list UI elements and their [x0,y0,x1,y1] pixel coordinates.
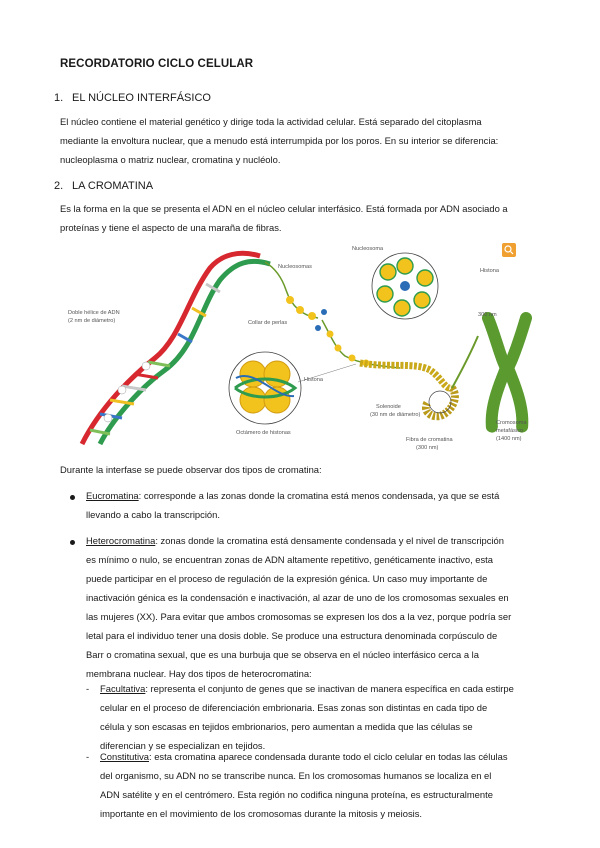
sub-constitutiva [100,747,542,823]
section2-line: proteínas y tiene el aspecto de una maraña de fibras. [60,222,282,233]
section1-heading-text: EL NÚCLEO INTERFÁSICO [72,92,211,104]
nucleosome-beads [286,296,327,331]
section1-heading [54,92,211,104]
label-octamer: Octámero de histonas [236,430,291,436]
term-eucromatina: Eucromatina [86,490,139,501]
label-histona-top: Histona [480,268,499,274]
solenoid-zoom-circle [429,391,451,413]
bullet-dot [70,495,75,500]
bullet2-text: : zonas donde la cromatina está densamente condensada y el nivel de transcripción [155,535,504,546]
label-solenoid-2: (30 nm de diámetro) [370,412,421,418]
bullet2-line: las mujeres (XX). Para evitar que ambos cromosomas se expresen los dos a la vez, porque podría ser [86,611,512,622]
label-chrom-1: Cromosoma [496,420,527,426]
sub2-line: del organismo, su ADN no se transcribe nunca. En los cromosomas humanos se localiza en el [100,770,492,781]
interfase-intro: Durante la interfase se puede observar dos tipos de cromatina: [60,464,322,475]
chromatin-figure [60,238,540,458]
label-histona-mid: Histona [304,377,323,383]
label-collar: Collar de perlas [248,320,288,326]
section1-number: 1. [54,92,64,104]
sub1-line: celular en el proceso de diferenciación embrionaria. Esas zonas son distintas en cada tipo de [100,702,488,713]
label-300nm: 300 nm [478,312,497,318]
section2-line: Es la forma en la que se presenta el ADN en el núcleo celular interfásico. Está formada por ADN asociado a [60,203,508,214]
label-solenoid-1: Solenoide [376,404,401,410]
section2-heading-text: LA CROMATINA [72,180,154,192]
label-chrom-3: (1400 nm) [496,436,522,442]
section2-heading [54,180,153,192]
label-nucleosoma: Nucleosoma [352,246,384,252]
zoom-icon[interactable] [502,243,516,257]
term-facultativa: Facultativa [100,683,146,694]
label-helix-1: Doble hélice de ADN [68,310,120,316]
solenoid-fiber [360,363,452,388]
octamer-zoom-circle [229,352,301,424]
bullet2-line: Barr o cromatina sexual, que es una burbuja que se observa en el núcleo interfásico cerca a la [86,649,479,660]
label-fiber-2: (300 nm) [416,445,439,451]
section1-paragraph [60,112,542,169]
chromatin-illustration [60,238,540,458]
bullet-eucromatina [86,486,542,524]
bullet1-text: : corresponde a las zonas donde la cromatina está menos condensada, ya que se está [138,490,500,501]
dna-linker [265,262,318,318]
label-chrom-2: metafásico [496,428,524,434]
chromatin-fiber-loop [426,388,455,416]
metaphase-chromosome [488,318,526,428]
bullet2-line: puede participar en el proceso de regulación de la expresión génica. Un caso muy importante de [86,573,488,584]
section2-paragraph [60,199,542,237]
section2-number: 2. [54,180,64,192]
fiber-to-chromosome [452,336,478,388]
bullet-dot [70,540,75,545]
sub2-line: importante en el movimiento de los cromosomas durante la mitosis y meiosis. [100,808,423,819]
label-helix-2: (2 nm de diámetro) [68,318,116,324]
sub2-line: ADN satélite y en el centrómero. Esta región no codifica ninguna proteína, es estructuralmente [100,789,493,800]
bullet2-line: inactivación génica es la condensación e inactivación, al azar de uno de los cromosomas sexuales en [86,592,509,603]
bullet2-line: membrana nuclear. Hay dos tipos de heterocromatina: [86,668,312,679]
section1-line: mediante la envoltura nuclear, que a menudo está interrumpida por los poros. En su interior se diferencia: [60,135,499,146]
document-title: RECORDATORIO CICLO CELULAR [60,58,254,70]
section1-line: nucleoplasma o matriz nuclear, cromatina y nucléolo. [60,154,281,165]
label-fiber-1: Fibra de cromatina [406,437,453,443]
sub1-line: célula y son escasas en tejidos embrionarios, pero aumentan a medida que las células se [100,721,473,732]
sub2-text: : esta cromatina aparece condensada durante todo el ciclo celular en todas las células [148,751,508,762]
label-nucleosomas: Nucleosomas [278,264,312,270]
bullet2-line: es mínimo o nulo, se encuentran zonas de ADN altamente repetitivo, genéticamente inactivo, esta [86,554,494,565]
bullet2-line: letal para el individuo tener una dosis doble. Se produce una estructura denominada corpúsculo de [86,630,498,641]
dash-marker: - [86,751,90,762]
dash-marker: - [86,683,90,694]
sub1-text: : representa el conjunto de genes que se inactivan de manera específica en cada estirpe [145,683,514,694]
section1-line: El núcleo contiene el material genético y dirige toda la actividad celular. Está separado del citoplasma [60,116,482,127]
sub-facultativa [100,679,542,755]
bullet-heterocromatina [86,531,542,683]
bullet1-line: llevando a cabo la transcripción. [86,509,220,520]
sub1-line: diferencian y se especializan en tejidos. [100,740,266,751]
term-heterocromatina: Heterocromatina [86,535,156,546]
term-constitutiva: Constitutiva [100,751,149,762]
